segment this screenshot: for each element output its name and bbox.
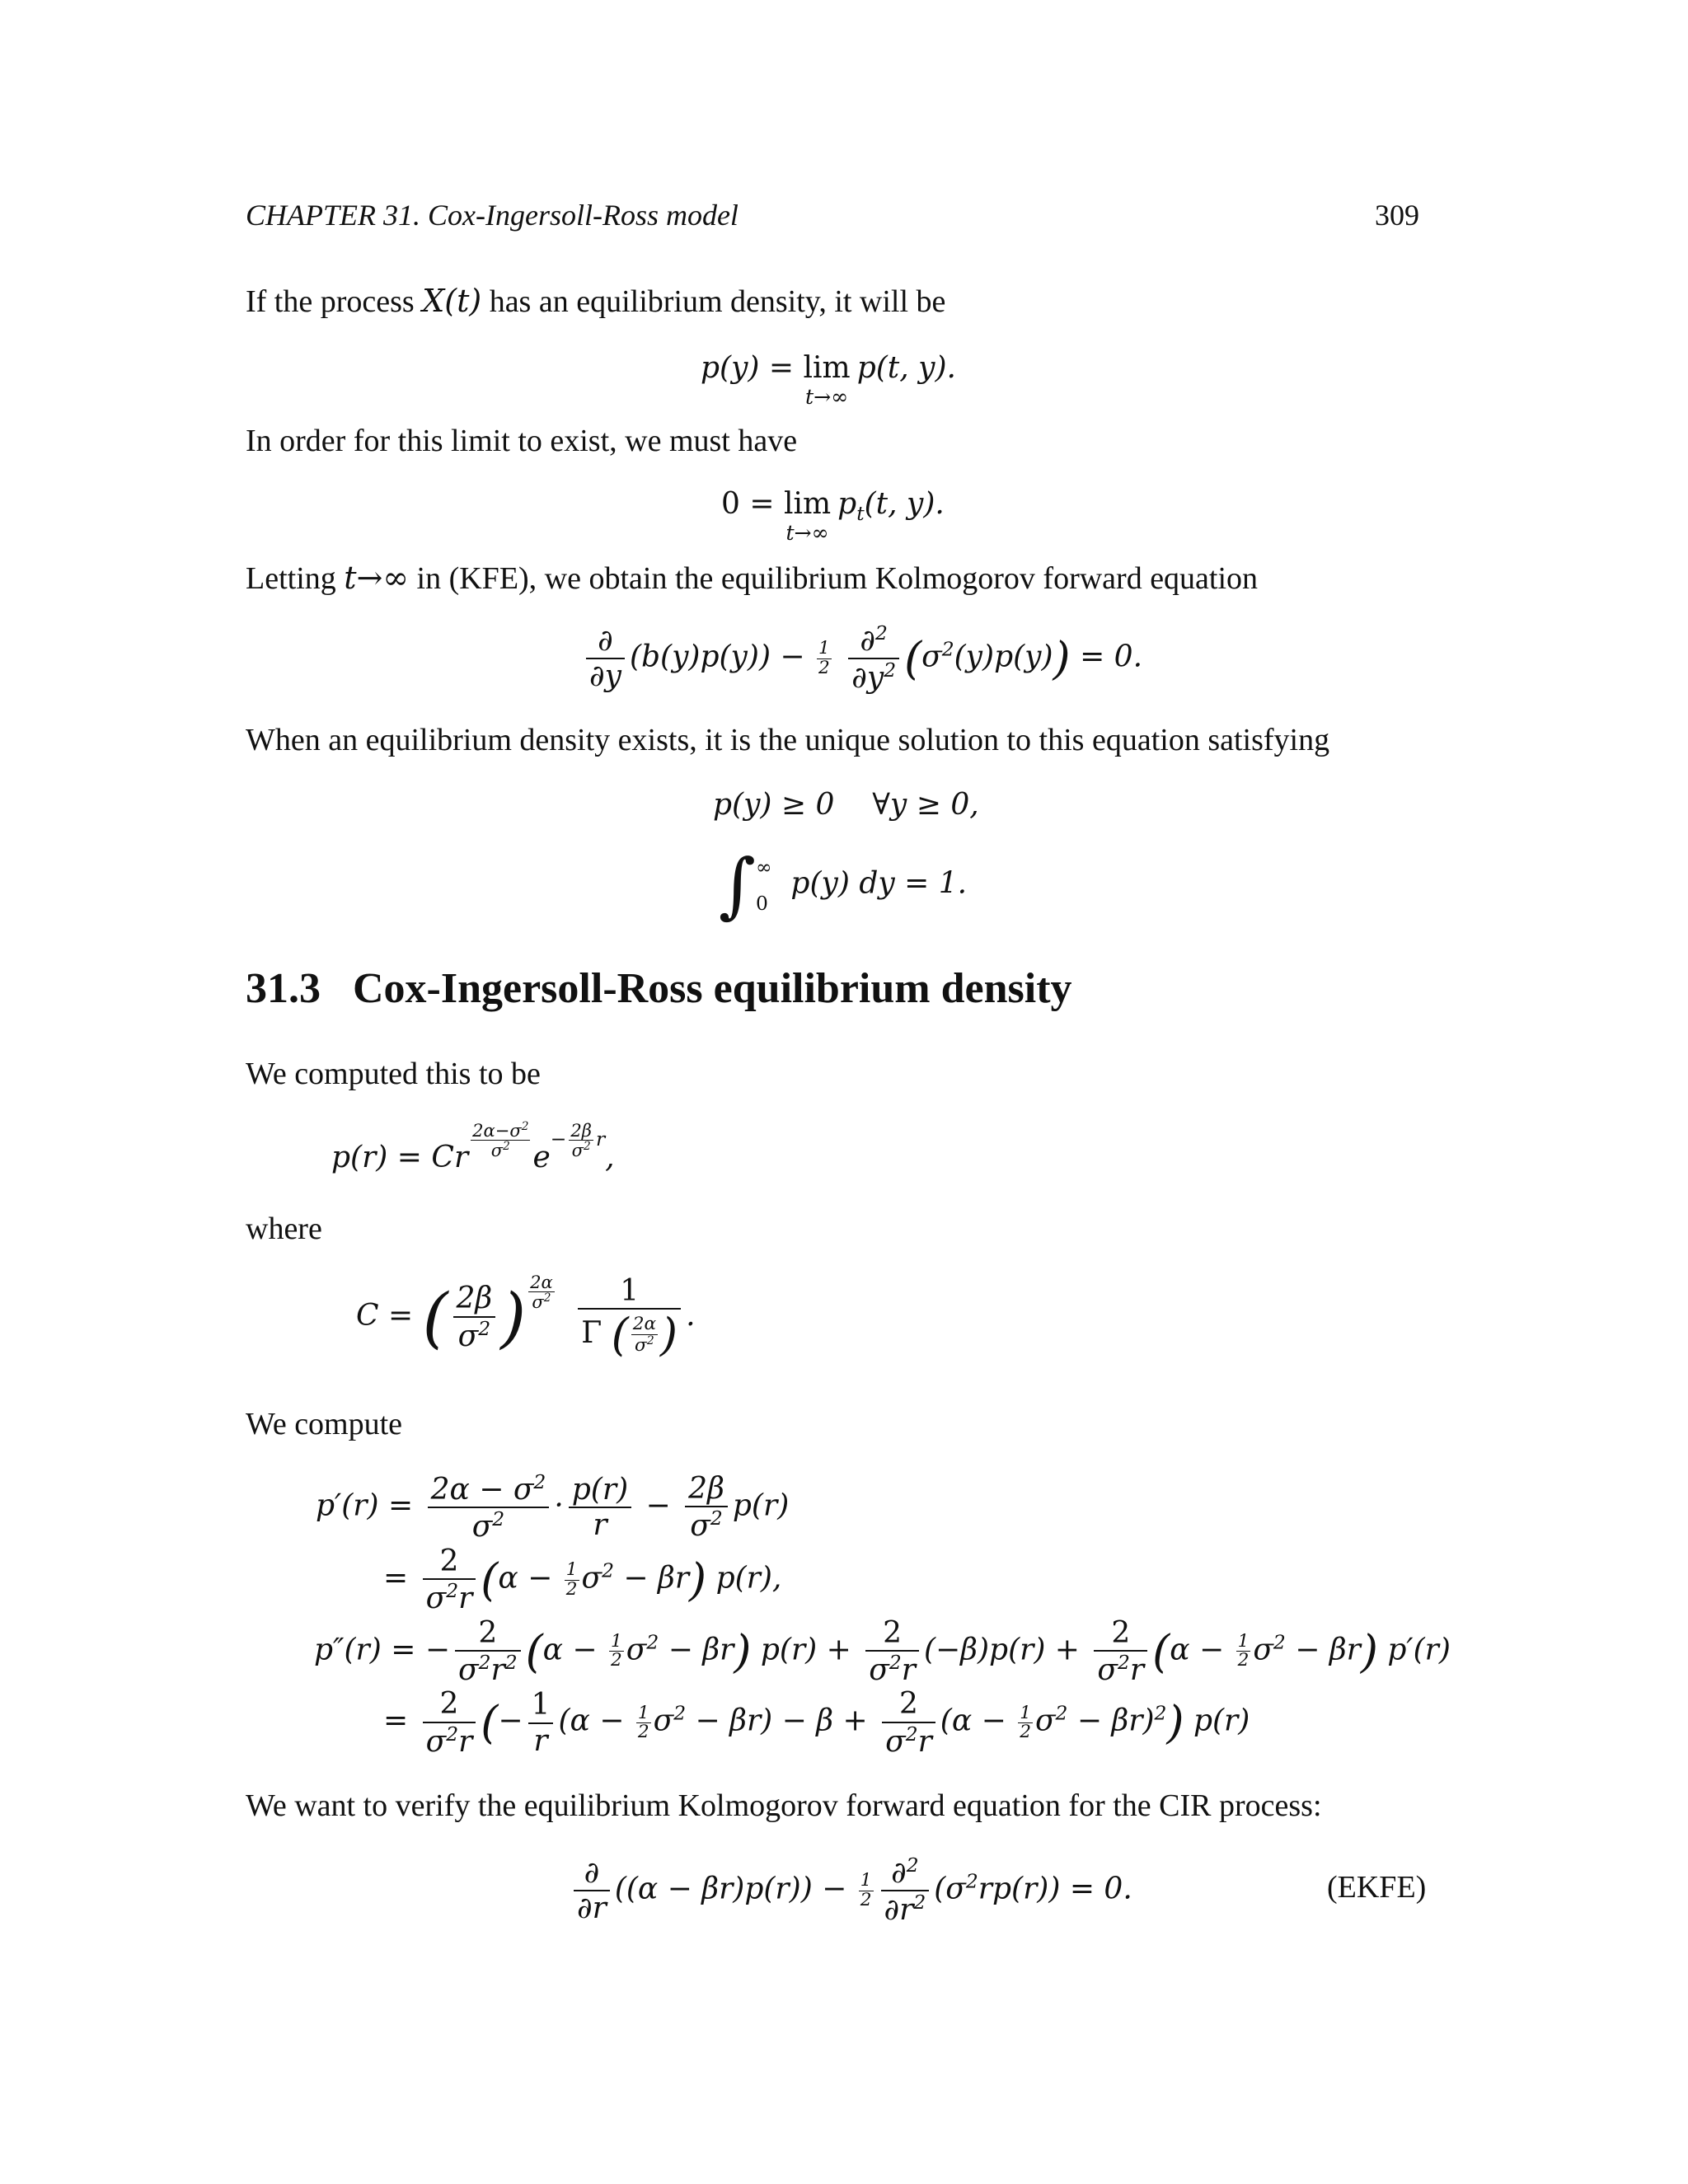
equation-normalization: ∫ ∞ 0 p(y) dy = 1. (719, 844, 968, 927)
page-number: 309 (1375, 199, 1419, 232)
equation-ekfe-cir: $\frac{\partial}{\partial r}$ ((α − βr)p(r)) − $\frac{1}{2}$ $\frac{\partial^2}{\partial r^2}$ $(\sigma^2rp(r)) = 0$. (569, 1854, 1132, 1928)
equation-tag-ekfe: (EKFE) (1327, 1870, 1427, 1905)
paragraph-computed: We computed this to be (246, 1057, 541, 1091)
equation-derivatives (316, 1471, 1451, 1759)
limit-operator: lim t→∞ (803, 351, 851, 409)
derivative-line-3: p″(r) = − $\frac{2}{\sigma^2r^2}$ (α − $\frac{1}{2}$ $\sigma^2 - \beta r$) p(r) + $\frac{2}{\sigma^2r}$ (−β)p(r) + $\frac{2}{\sigma^2r}$ (α − $\frac{1}{2}$ $\sigma^2 - \beta r$) p′(r) (314, 1615, 1451, 1687)
paragraph-verify-ekfe: We want to verify the equilibrium Kolmogorov forward equation for the CIR process: (246, 1788, 1322, 1823)
equation-cir-density: p(r) = Cr $^{\frac{2\alpha-\sigma^2}{\sigma^2}}$ $e^{- \frac{2\beta}{\sigma^2} r}$, (331, 1119, 615, 1174)
section-title: Cox-Ingersoll-Ross equilibrium density (353, 965, 1072, 1012)
paragraph-we-compute: We compute (246, 1407, 403, 1441)
derivative-line-1: p′(r) = $\frac{2\alpha - \sigma^2}{\sigma^2}$ · $\frac{p(r)}{r}$ − $\frac{2\beta}{\sigma^2}$ p(r) (316, 1470, 790, 1544)
math-inline-X-t: X(t) (422, 283, 482, 319)
text-fragment: Letting (246, 561, 336, 596)
equation-normalizing-constant: C = ( $\frac{2\beta}{\sigma^2}$ ) $^{\frac{2\alpha}{\sigma^2}}$ 1 Γ ( $\frac{2\alpha}{\sigma^2}$ ) . (356, 1272, 696, 1361)
section-number: 31.3 (246, 965, 321, 1012)
paragraph-limit-exists: In order for this limit to exist, we must have (246, 424, 798, 458)
equation-limit-derivative: 0 = lim t→∞ $p_t(t$, y). (721, 487, 945, 545)
derivative-line-4: = $\frac{2}{\sigma^2r}$ (− $\frac{1}{r}$ (α − $\frac{1}{2}$ $\sigma^2 - \beta r) - \beta$ + $\frac{2}{\sigma^2r}$ (α − $\frac{1}{2}$ $\sigma^2 - \beta r)^2$) p(r) (383, 1687, 1250, 1759)
section-heading (246, 964, 1072, 1013)
equation-nonnegative: p(y) ≥ 0 ∀y ≥ 0, (713, 788, 979, 822)
equation-equilibrium-kfe: $\frac{\partial}{\partial y}$ (b(y)p(y)) − $\frac{1}{2}$ $\frac{\partial^2}{\partial y^2}$ $(\sigma^2(y)p(y)) = 0$. (581, 622, 1142, 696)
text-fragment: has an equilibrium density, it will be (489, 284, 946, 319)
paragraph-where: where (246, 1212, 322, 1246)
paragraph-unique-solution: When an equilibrium density exists, it is the unique solution to this equation satisfying (246, 723, 1330, 757)
equation-limit-density: p(y) = lim t→∞ p(t, y). (701, 351, 956, 409)
derivative-line-2: = $\frac{2}{\sigma^2r}$ (α − $\frac{1}{2}$ $\sigma^2 - \beta r$) p(r), (383, 1544, 782, 1616)
math-inline-t-to-infinity: t→∞ (344, 560, 410, 596)
text-fragment: If the process (246, 284, 415, 319)
limit-operator: lim t→∞ (783, 487, 832, 545)
paragraph-equilibrium-density (246, 282, 945, 321)
paragraph-letting-t (246, 559, 1258, 598)
text-fragment: in (KFE), we obtain the equilibrium Kolmogorov forward equation (416, 561, 1259, 596)
running-header-chapter: CHAPTER 31. Cox-Ingersoll-Ross model (246, 199, 738, 232)
